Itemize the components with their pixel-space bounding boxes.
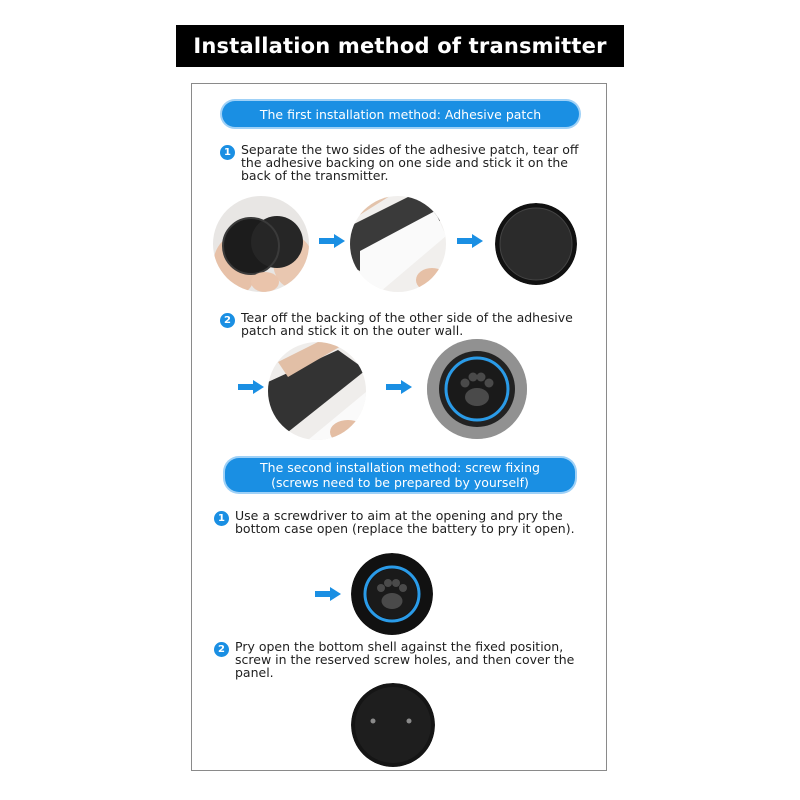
step-number-badge: 1 bbox=[220, 145, 235, 160]
wall-mounted-transmitter-photo bbox=[427, 339, 527, 439]
peel-backing-photo bbox=[350, 196, 446, 292]
section2-step1 bbox=[214, 510, 575, 536]
step-line: patch and stick it on the outer wall. bbox=[241, 322, 464, 338]
transmitter-back-photo bbox=[495, 203, 577, 285]
step-text bbox=[235, 641, 574, 679]
step-line: screw in the reserved screw holes, and then cover the bbox=[235, 651, 575, 667]
adhesive-patch-photo bbox=[213, 196, 309, 292]
section2-heading-line: The second installation method: screw fixing bbox=[260, 460, 540, 475]
step-line: bottom case open (replace the battery to pry it open). bbox=[235, 520, 575, 536]
section1-step2 bbox=[220, 312, 573, 338]
step-line: panel. bbox=[235, 664, 274, 680]
step-line: the adhesive backing on one side and stick it on the bbox=[241, 154, 568, 170]
step-number-badge: 2 bbox=[214, 642, 229, 657]
section2-step2 bbox=[214, 641, 574, 679]
section1-heading: The first installation method: Adhesive patch bbox=[222, 101, 579, 127]
page-title: Installation method of transmitter bbox=[176, 25, 624, 67]
step-number-badge: 1 bbox=[214, 511, 229, 526]
section2-heading-line: (screws need to be prepared by yourself) bbox=[271, 475, 529, 490]
peel-outer-backing-photo bbox=[268, 342, 366, 440]
step-line: Use a screwdriver to aim at the opening and pry the bbox=[235, 508, 563, 523]
transmitter-front-photo bbox=[351, 553, 433, 635]
step-line: Pry open the bottom shell against the fixed position, bbox=[235, 639, 564, 654]
arrow-right-icon bbox=[386, 380, 412, 394]
arrow-right-icon bbox=[457, 234, 483, 248]
section2-heading bbox=[225, 458, 575, 492]
transmitter-back-screw-holes-photo bbox=[351, 683, 435, 767]
step-text bbox=[241, 312, 573, 338]
step-line: Separate the two sides of the adhesive patch, tear off bbox=[241, 142, 579, 157]
step-line: back of the transmitter. bbox=[241, 167, 389, 183]
arrow-right-icon bbox=[319, 234, 345, 248]
arrow-right-icon bbox=[315, 587, 341, 601]
step-line: Tear off the backing of the other side of the adhesive bbox=[241, 310, 573, 325]
arrow-right-icon bbox=[238, 380, 264, 394]
step-text bbox=[235, 510, 575, 536]
step-text bbox=[241, 144, 579, 182]
step-number-badge: 2 bbox=[220, 313, 235, 328]
section1-step1 bbox=[220, 144, 579, 182]
